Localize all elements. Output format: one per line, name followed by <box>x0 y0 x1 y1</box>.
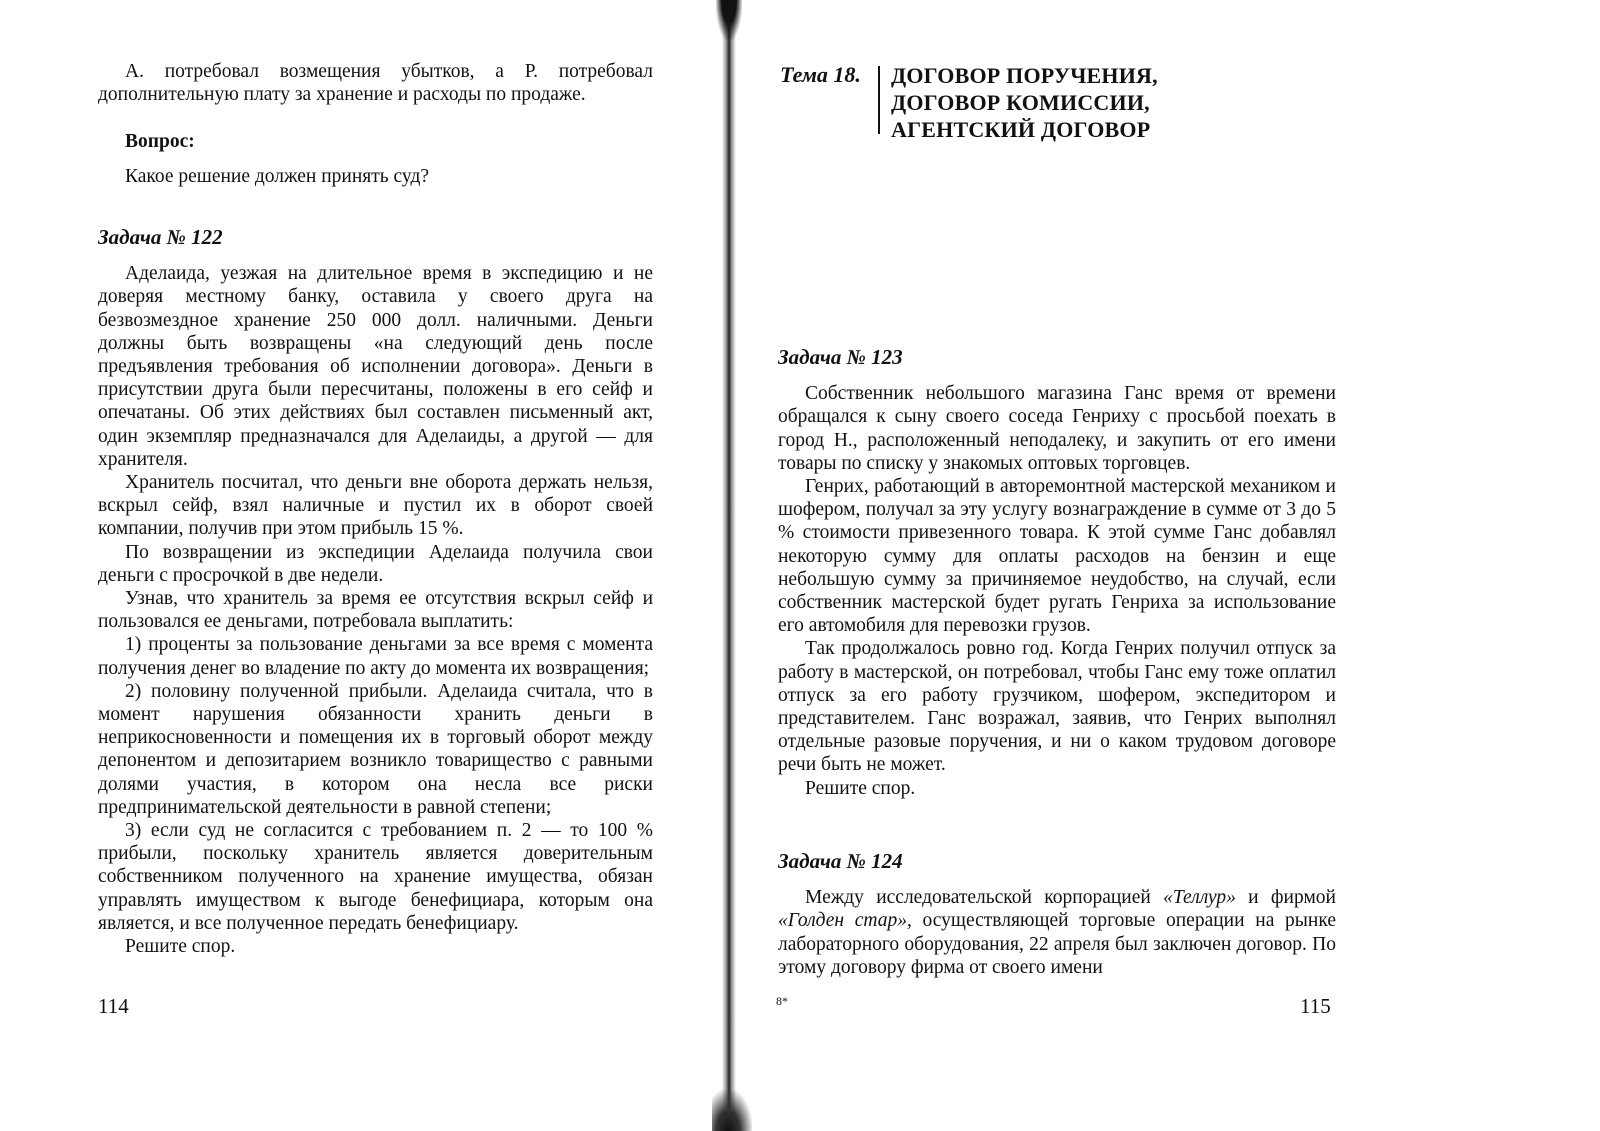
task-123-paragraph: Так продолжалось ровно год. Когда Генрих получил отпуск за работу в мастерской, он потребовал, чтобы Ганс ему тоже оплатил отпуск за его работу грузчиком, шофером, экспедитором и представителем. Ганс возражал, заявив, что Генрих выполнял отдельные разовые поручения, и ни о каком трудовом договоре речи быть не может. <box>778 638 1336 776</box>
vopros-label: Вопрос: <box>125 131 195 152</box>
page-number-right: 115 <box>1300 994 1331 1018</box>
task-122-paragraph: По возвращении из экспедиции Аделаида получила свои деньги с просрочкой в две недели. <box>98 541 653 586</box>
task-122-paragraph: Узнав, что хранитель за время ее отсутствия вскрыл сейф и пользовался ее деньгами, потребовала выплатить: <box>98 588 653 633</box>
theme-title-line: ДОГОВОР ПОРУЧЕНИЯ, <box>891 63 1158 88</box>
page-number-left: 114 <box>98 994 129 1018</box>
company-name: «Теллур» <box>1163 887 1236 909</box>
theme-title <box>891 62 1158 143</box>
theme-title-line: ДОГОВОР КОМИССИИ, <box>891 90 1150 115</box>
task-124 <box>778 850 1336 979</box>
theme-divider <box>878 66 880 134</box>
task-122 <box>98 226 653 958</box>
vopros-text: Какое решение должен принять суд? <box>125 166 430 188</box>
right-page <box>738 0 1600 1131</box>
task-124-text: и фирмой <box>1235 887 1336 909</box>
task-122-paragraph: 1) проценты за пользование деньгами за все время с момента получения денег во владение по акту до момента их возвращения; <box>98 634 653 679</box>
task-123-heading: Задача № 123 <box>778 345 903 369</box>
task-122-paragraph: Хранитель посчитал, что деньги вне оборота держать нельзя, вскрыл сейф, взял наличные и пустил их в оборот своей компании, получив при этом прибыль 15 %. <box>98 472 653 540</box>
task-124-text: Между исследовательской корпорацией <box>805 887 1164 909</box>
task-123-paragraph: Генрих, работающий в авторемонтной мастерской механиком и шофером, получал за эту услугу вознаграждение в сумме от 3 до 5 % стоимости привезенного товара. К этой сумме Ганс добавлял некоторую сумму для оплаты расходов на бензин и еще небольшую сумму за причиняемое неудобство, на случай, если собственник мастерской будет ругать Генриха за использование его автомобиля для перевозки грузов. <box>778 476 1336 637</box>
task-123-paragraph: Решите спор. <box>805 777 916 799</box>
vopros-block <box>98 130 653 188</box>
theme-title-line: АГЕНТСКИЙ ДОГОВОР <box>891 117 1151 142</box>
task-124-heading: Задача № 124 <box>778 849 903 873</box>
theme-label: Тема 18. <box>780 62 861 87</box>
left-intro-block <box>98 60 653 106</box>
task-122-paragraph: 3) если суд не согласится с требованием п. 2 — то 100 % прибыли, поскольку хранитель является доверительным собственником полученного на хранение имущества, обязан управлять имуществом к выгоде бенефициара, которым она является, и все полученное передать бенефициару. <box>98 820 653 934</box>
book-gutter <box>722 0 736 1131</box>
task-122-heading: Задача № 122 <box>98 225 223 249</box>
task-122-paragraph: Аделаида, уезжая на длительное время в экспедицию и не доверяя местному банку, оставила у своего друга на безвозмездное хранение 250 000 долл. наличными. Деньги должны быть возвращены «на следующий день после предъявления требования об исполнении договора». Деньги в присутствии друга были пересчитаны, положены в его сейф и опечатаны. Об этих действиях был составлен письменный акт, один экземпляр предназначался для Аделаиды, а другой — для хранителя. <box>98 263 653 470</box>
left-page <box>0 0 718 1131</box>
signature-mark: 8* <box>776 994 788 1008</box>
task-123-paragraph: Собственник небольшого магазина Ганс время от времени обращался к сыну своего соседа Генриху с просьбой поехать в город Н., расположенный неподалеку, и закупить от его имени товары по списку у знакомых оптовых торговцев. <box>778 383 1336 474</box>
task-124-paragraph <box>778 886 1336 979</box>
task-122-paragraph: 2) половину полученной прибыли. Аделаида считала, что в момент нарушения обязанности хранить деньги в неприкосновенности и помещения их в торговый оборот между депонентом и депозитарием возникло товарищество с равными долями участия, в котором она несла все риски предпринимательской деятельности в равной степени; <box>98 680 653 818</box>
task-124-text: осуществляющей торговые операции на рынке лабораторного оборудования, 22 апреля был заключен договор. По этому договору фирма от своего имени <box>778 910 1336 978</box>
intro-paragraph: А. потребовал возмещения убытков, а Р. потребовал дополнительную плату за хранение и расходы по продаже. <box>98 61 653 106</box>
task-122-paragraph: Решите спор. <box>125 936 236 958</box>
company-name: «Голден стар», <box>778 910 912 932</box>
task-123 <box>778 346 1336 800</box>
